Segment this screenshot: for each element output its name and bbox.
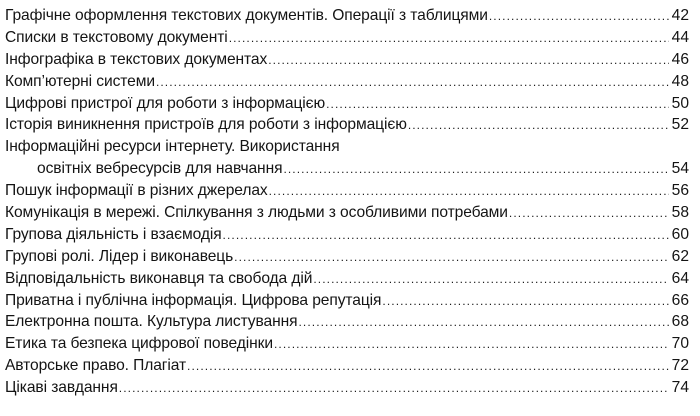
toc-entry-title: Комп’ютерні системи [5, 72, 155, 90]
toc-entry [5, 290, 689, 312]
toc-entry [5, 27, 689, 49]
toc-entry [5, 246, 689, 268]
toc-entry-page: 58 [671, 204, 689, 222]
toc-entry-title-continued: освітніх вебресурсів для навчання [37, 160, 283, 178]
dot-leader [269, 181, 669, 203]
toc-entry [5, 333, 689, 355]
dot-leader [298, 312, 669, 334]
toc-entry-page: 56 [671, 182, 689, 200]
toc-entry [5, 377, 689, 399]
dot-leader [489, 6, 669, 28]
dot-leader [119, 378, 669, 400]
toc-entry-page: 66 [671, 291, 689, 309]
dot-leader [283, 159, 669, 181]
toc-entry-page: 52 [671, 116, 689, 134]
toc-entry-title: Цікаві завдання [5, 379, 118, 397]
toc-entry-page: 48 [671, 72, 689, 90]
toc-entry-title: Групові ролі. Лідер і виконавець [5, 247, 234, 265]
toc-entry [5, 311, 689, 333]
toc-entry-title: Етика та безпека цифрової поведінки [5, 335, 273, 353]
toc-entry [5, 71, 689, 93]
toc-entry-title: Інфографіка в текстових документах [5, 50, 268, 68]
toc-entry [5, 5, 689, 27]
toc-entry [5, 224, 689, 246]
toc-entry [5, 93, 689, 115]
toc-entry-title: Електронна пошта. Культура листування [5, 313, 298, 331]
dot-leader [187, 356, 669, 378]
toc-entry [5, 355, 689, 377]
dot-leader [229, 28, 669, 50]
dot-leader [274, 334, 669, 356]
toc-entry-first-line [5, 136, 689, 158]
toc-entry-page: 62 [671, 247, 689, 265]
toc-entry-page: 54 [671, 160, 689, 178]
dot-leader [234, 247, 669, 269]
toc-entry-title: Групова діяльність і взаємодія [5, 225, 222, 243]
toc-entry-page: 46 [671, 50, 689, 68]
toc-entry [5, 202, 689, 224]
toc-entry-title: Комунікація в мережі. Спілкування з людьми з особливими потребами [5, 204, 508, 222]
dot-leader [156, 72, 669, 94]
dot-leader [223, 225, 669, 247]
dot-leader [313, 269, 669, 291]
toc-entry-title: Приватна і публічна інформація. Цифрова репутація [5, 291, 382, 309]
toc-entry-page: 74 [671, 379, 689, 397]
toc-entry-page: 44 [671, 28, 689, 46]
toc-entry-title: Цифрові пристрої для роботи з інформацією [5, 94, 326, 112]
toc-entry-page: 60 [671, 225, 689, 243]
dot-leader [408, 115, 669, 137]
toc-entry-title: Відповідальність виконавця та свобода дій [5, 269, 313, 287]
toc-entry-title: Авторське право. Плагіат [5, 357, 187, 375]
toc-entry-title: Пошук інформації в різних джерелах [5, 182, 268, 200]
dot-leader [509, 203, 669, 225]
toc-entry-page: 50 [671, 94, 689, 112]
toc-entry-page: 72 [671, 357, 689, 375]
toc-entry-page: 68 [671, 313, 689, 331]
toc-entry-continuation [5, 158, 689, 180]
toc-entry-page: 42 [671, 7, 689, 24]
toc-entry-title: Історія виникнення пристроїв для роботи з інформацією [5, 116, 407, 134]
toc-entry-title: Інформаційні ресурси інтернету. Використання [5, 138, 340, 156]
dot-leader [326, 94, 669, 116]
toc-entry-title: Графічне оформлення текстових документів. Операції з таблицями [5, 7, 488, 24]
toc-entry-title: Списки в текстовому документі [5, 28, 228, 46]
toc-entry [5, 114, 689, 136]
toc-entry-page: 70 [671, 335, 689, 353]
toc-entry [5, 180, 689, 202]
toc-entry-page: 64 [671, 269, 689, 287]
dot-leader [268, 50, 669, 72]
toc-entry [5, 49, 689, 71]
table-of-contents [5, 5, 689, 399]
dot-leader [382, 291, 669, 313]
toc-entry [5, 268, 689, 290]
